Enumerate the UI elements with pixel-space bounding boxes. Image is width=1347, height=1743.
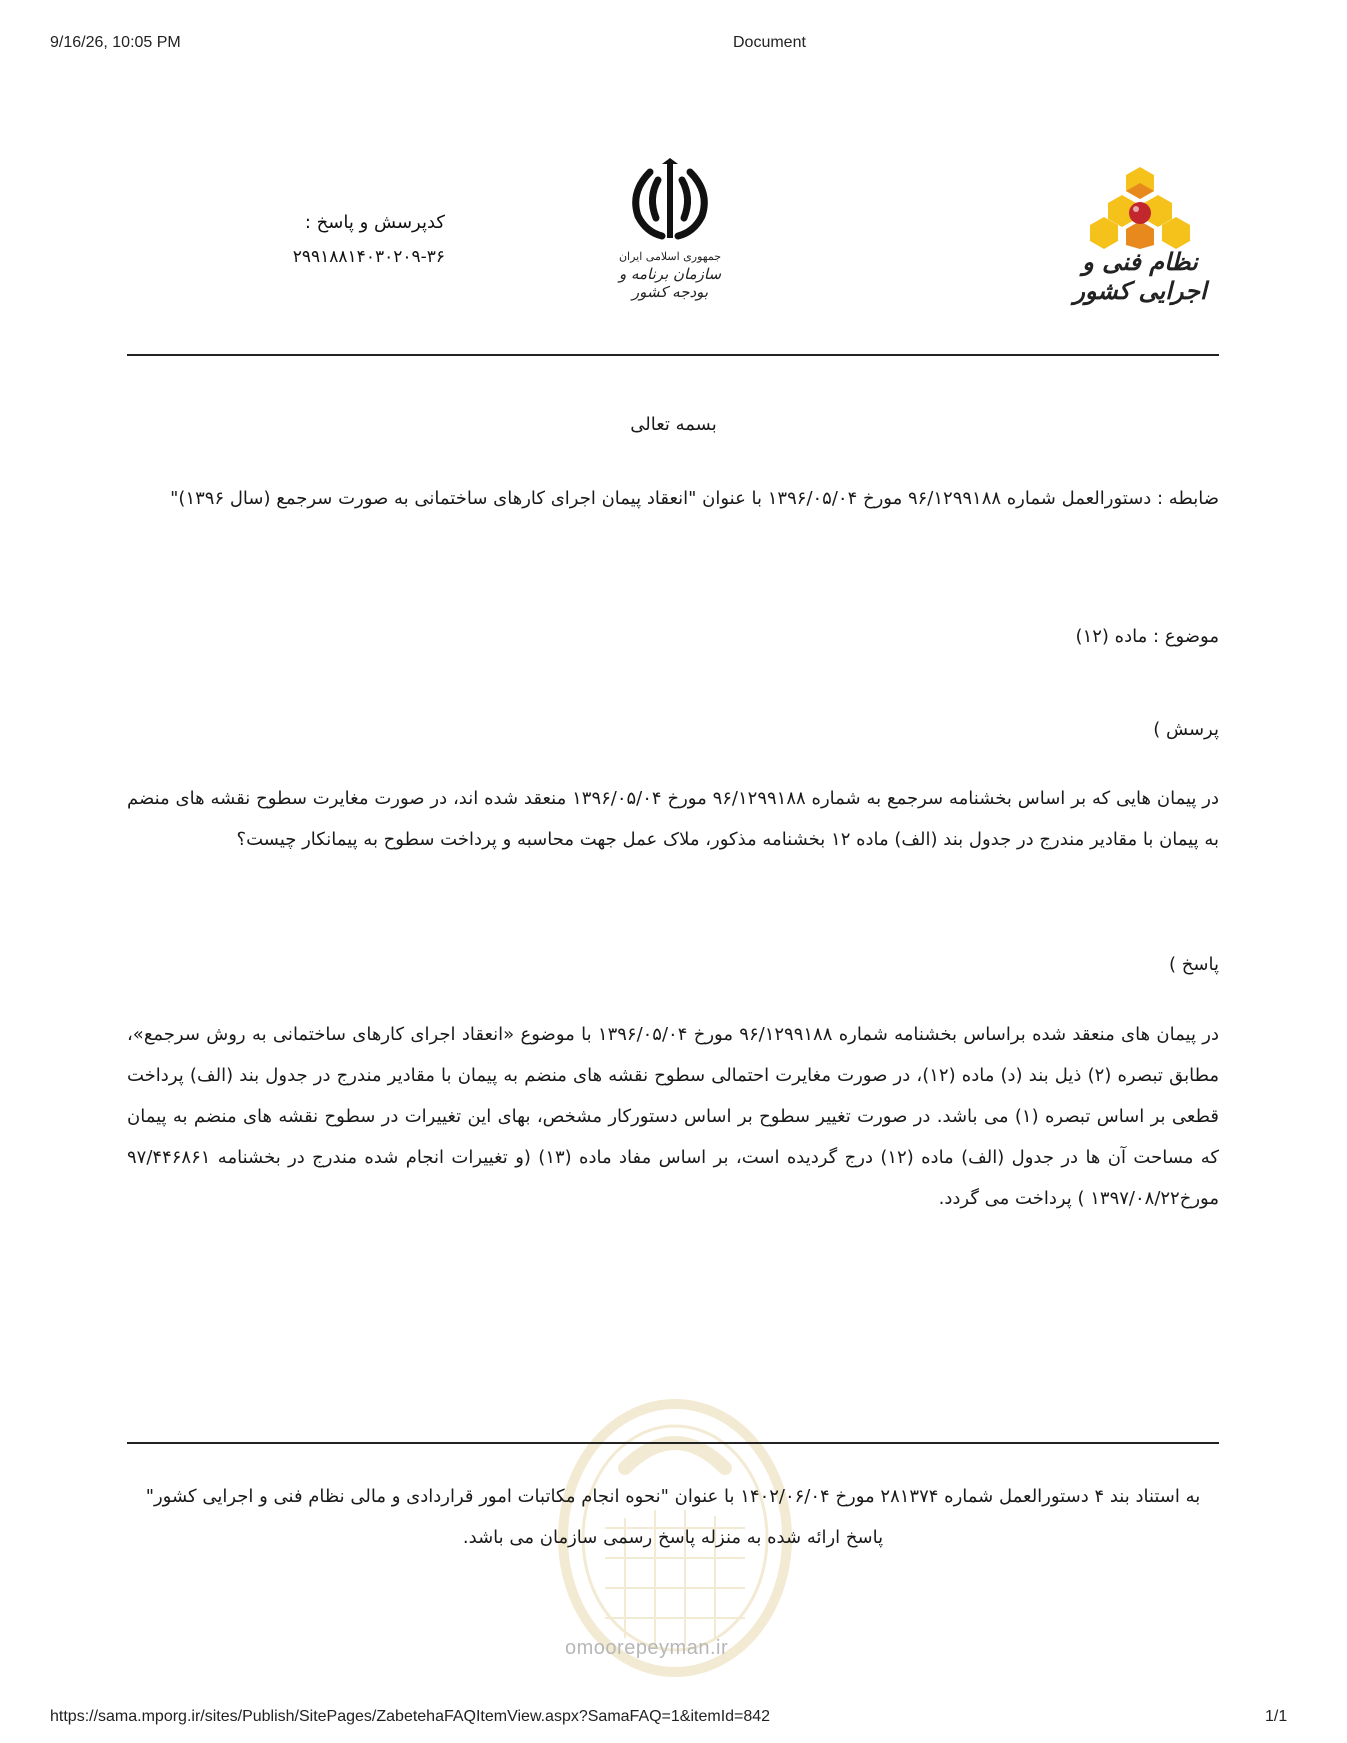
print-url: https://sama.mporg.ir/sites/Publish/SitePages/ZabetehaFAQItemView.aspx?SamaFAQ=1&itemId=842 xyxy=(50,1708,771,1725)
faq-code-value: ۲۹۹۱۸۸۱۴۰۳۰۲۰۹-۳۶ xyxy=(292,247,445,267)
answer-heading: پاسخ ) xyxy=(1169,954,1219,975)
faq-code-block xyxy=(225,205,445,275)
basmala-heading: بسمه تعالی xyxy=(630,414,717,435)
official-response-note: به استناد بند ۴ دستورالعمل شماره ۲۸۱۳۷۴ مورخ ۱۴۰۲/۰۶/۰۴ با عنوان "نحوه انجام مکاتبات امور قراردادی و مالی نظام فنی و اجرایی کشور" پاسخ ارائه شده به منزله پاسخ رسمی سازمان می باشد. xyxy=(145,1486,1201,1548)
question-heading: پرسش ) xyxy=(1153,719,1219,740)
faq-code-label: کدپرسش و پاسخ : xyxy=(304,212,445,233)
header-divider xyxy=(127,354,1219,356)
print-page-number: 1/1 xyxy=(1265,1708,1288,1725)
logo-caption: نظام فنی و اجرایی کشور xyxy=(1073,247,1207,305)
print-datetime: 9/16/26, 10:05 PM xyxy=(50,34,181,51)
subject-line: موضوع : ماده (۱۲) xyxy=(1075,626,1219,647)
rule-reference: ضابطه : دستورالعمل شماره ۹۶/۱۲۹۹۱۸۸ مورخ ۱۳۹۶/۰۵/۰۴ با عنوان "انعقاد پیمان اجرای کارهای ساختمانی به صورت سرجمع (سال ۱۳۹۶)" xyxy=(170,488,1219,509)
question-text: در پیمان هایی که بر اساس بخشنامه سرجمع به شماره ۹۶/۱۲۹۹۱۸۸ مورخ ۱۳۹۶/۰۵/۰۴ منعقد شده اند، در صورت مغایرت سطوح نقشه های منضم به پیمان با مقادیر مندرج در جدول بند (الف) ماده ۱۲ بخشنامه مذکور، ملاک عمل جهت محاسبه و پرداخت سطوح به پیمانکار چیست؟ xyxy=(127,788,1219,850)
technical-system-logo xyxy=(1060,165,1220,305)
emblem-line-republic: جمهوری اسلامی ایران xyxy=(618,250,722,263)
iran-emblem xyxy=(600,158,740,301)
footer-divider xyxy=(127,1442,1219,1444)
print-document-title: Document xyxy=(733,34,806,51)
cube-pyramid-logo-icon xyxy=(1090,165,1190,249)
watermark-site: omoorepeyman.ir xyxy=(565,1637,729,1659)
emblem-line-organization: سازمان برنامه و بودجه کشور xyxy=(618,265,722,301)
iran-emblem-icon xyxy=(622,158,718,244)
answer-text: در پیمان های منعقد شده براساس بخشنامه شماره ۹۶/۱۲۹۹۱۸۸ مورخ ۱۳۹۶/۰۵/۰۴ با موضوع «انعقاد اجرای کارهای ساختمانی به روش سرجمع»، مطابق تبصره (۲) ذیل بند (د) ماده (۱۲)، در صورت مغایرت احتمالی سطوح نقشه های منضم به پیمان با مقادیر مندرج در جدول بند (الف) پرداخت قطعی بر اساس تبصره (۱) می باشد. در صورت تغییر سطوح بر اساس دستورکار مشخص، بهای این تغییرات در سطوح نقشه های منضم به پیمان که مساحت آن ها در جدول (الف) ماده (۱۲) درج گردیده است، بر اساس مفاد ماده (۱۳) (و تغییرات انجام شده مندرج در بخشنامه ۹۷/۴۴۶۸۶۱ مورخ۱۳۹۷/۰۸/۲۲ ) پرداخت می گردد. xyxy=(127,1024,1219,1209)
